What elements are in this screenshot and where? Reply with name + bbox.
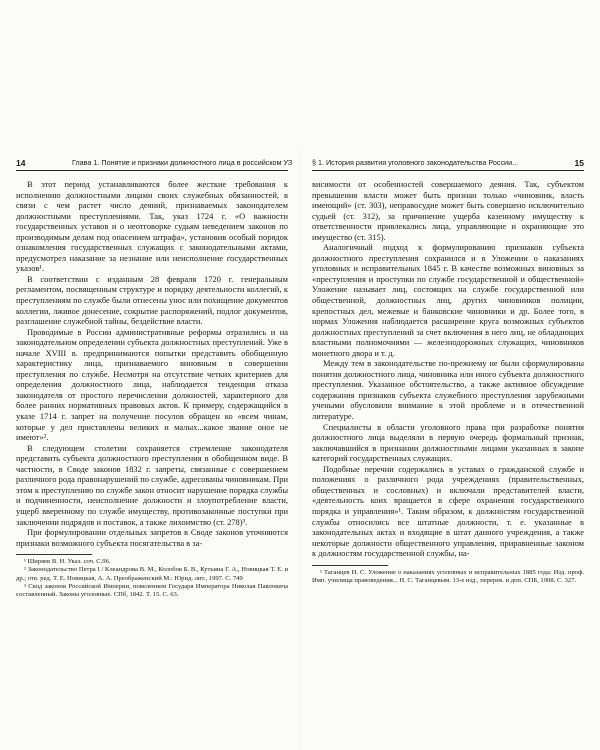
right-footnote-1: ¹ Таганцев Н. С. Уложение о наказаниях уголовных и исправительных 1885 года: Изд. проф. Имп. училища правоведения... Н. С. Таганцевым. 13-е изд., перерев. и доп. СПБ, 1908. С. 327. (312, 568, 584, 584)
right-page-number: 15 (574, 158, 584, 168)
left-paragraph-2: В соответствии с изданным 28 февраля 1720 г. генеральным регламентом, посвященным структуре и порядку деятельности коллегий, к преступлениям по службе были отнесены унос или похищение документов коллегии, лживое донесение, сокрытие распоряжений, подлог документов, разглашение служебной тайны, бездействие власти. (16, 273, 288, 327)
left-page-number: 14 (16, 158, 26, 168)
right-footnotes (312, 569, 584, 585)
left-footnote-rule (16, 554, 92, 555)
right-running-head (312, 158, 584, 171)
left-footnote-3: ³ Свод законов Российской Империи, повелением Государя Императора Николая Павловича составленный. Законы уголовные. СПб, 1842. Т. 15. С. 63. (16, 582, 288, 598)
left-running-head-title: Глава 1. Понятие и признаки должностного лица в российском УЗ (72, 158, 293, 167)
left-paragraph-5: При формулировании отдельных запретов в Своде законов уточняются признаки возможного субъекта посягательства в за- (16, 527, 288, 548)
right-paragraph-5: Подобные перечни содержались в уставах о гражданской службе и положениях о различного рода учреждениях (правительственных, общественных и сословных) и включали представителей власти, «деятельность коих вращается в сфере охранения государственного порядка и управления»¹. Таким образом, к должностям государственной службы относились все штатные должности, т. е. указанные в законодательных актах и входящие в штат данного учреждения, а также некоторые должности общественного управления, приравненные законом к должностям государственной службы, на- (312, 463, 584, 559)
left-paragraph-3: Проводимые в России административные реформы отразились и на законодательном определении субъекта должностных преступлений. Уже в начале XVIII в. предпринимаются попытки представить обобщенную характеристику лица, признаваемого виновным в совершении преступления по службе. Несмотря на отсутствие четких критериев для определения должностного лица, наблюдается тенденция отказа законодателя от простого перечисления должностей, характерного для более ранних нормативных правовых актов. К примеру, содержащийся в указе 1714 г. запрет на получение посулов обращен ко «всем чинам, которые у дел приставлены великих и малых...какое звание оное не имеют»². (16, 326, 288, 443)
left-paragraph-1: В этот период устанавливаются более жесткие требования к исполнению должностными лицами своих служебных обязанностей, в связи с чем растет число деяний, признаваемых законодателем должностными преступлениями. Так, указ 1724 г. «О важности государственных уставов и о неотговорке судьям неведением законов по производимым делам под опасением штрафа», установив особый порядок ознакомления государственных служащих с законодательными актами, предусмотрел наказание за незнание или неисполнение государственных указов¹. (16, 179, 288, 274)
left-footnote-2: ² Законодательство Петра I / Клеандрова В. М., Колобов Б. В., Кутьина Г. А., Новицкая Т. Е. и др.; отв. ред. Т. Е. Новицкая, А. А. Преображенский М.: Юрид. лит., 1997. С. 749 (16, 566, 288, 582)
right-page (312, 158, 584, 585)
right-running-head-title: § 1. История развития уголовного законодательства России... (312, 158, 519, 167)
book-gutter (300, 150, 301, 750)
right-paragraph-4: Специалисты в области уголовного права при разработке понятия должностного лица выделяли в первую очередь формальный признак, заключавшийся в признании должностными лицами указанных в законе категорий государственных служащих. (312, 421, 584, 464)
left-page (16, 158, 293, 599)
right-paragraph-1: висимости от особенностей совершаемого деяния. Так, субъектом превышения власти может быть признан только «чиновник, власть имеющий» (ст. 303), неправосудие может быть совершено исключительно судьей (ст. 312), за причинение ущерба казенному имуществу к ответственности привлекались лица, управляющие и охраняющие это имущество (ст. 315). (312, 179, 584, 242)
right-paragraph-2: Аналогичный подход к формулированию признаков субъекта должностного преступления сохранился и в Уложении о наказаниях уголовных и исправительных 1845 г. В качестве возможных виновных за «преступления и проступки по службе государственной и общественной» Уложение называет лиц, состоящих на службе государственной или общественной, должностных лиц, других чиновников полиции, крепостных дел, межевые и банковские чиновники и др. Более того, в нормах Уложения наблюдается расширение круга возможных субъектов должностных преступлений за счет включения в него лиц, не обладающих властными полномочиями — железнодорожных служащих, чиновников монетного двора и т. д. (312, 242, 584, 358)
right-page-body (312, 179, 584, 559)
left-footnote-1: ¹ Ширяев В. Н. Указ. соч. С.96. (24, 558, 111, 566)
left-paragraph-4: В следующем столетии сохраняется стремление законодателя представить субъекта должностного преступления в обобщенном виде. В частности, в Своде законов 1832 г. запреты, связанные с совершением различного рода правонарушений по службе, адресованы чиновникам. При этом к преступлению по службе закон относит нарушение порядка службы и подчиненности, неисполнение должности и злоупотребление власти, ущерб вверенному по службе имуществу, противозаконные поступки при заключении подрядов и поставок, а также лихоимство (ст. 278)³. (16, 442, 288, 527)
left-page-body (16, 179, 288, 548)
right-paragraph-3: Между тем в законодательстве по-прежнему не были сформулированы понятия должностного лица, чиновника или иного субъекта должностного преступления. Указанное обстоятельство, а также активное обсуждение содержания признаков субъекта служебного преступления зарубежными учеными обусловили внимание к этой проблеме и в отечественной литературе. (312, 358, 584, 422)
left-running-head (16, 158, 293, 171)
left-footnotes (16, 558, 288, 599)
right-footnote-rule (312, 565, 388, 566)
